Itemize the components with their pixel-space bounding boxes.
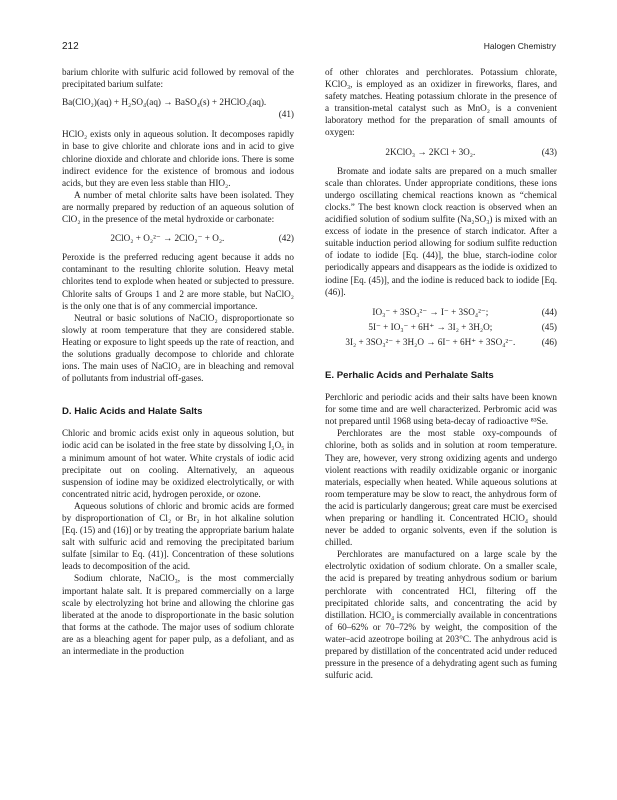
paragraph: Aqueous solutions of chloric and bromic acids are formed by disproportionation of Cl₂ or Br₂ in hot alkaline solution [Eq. (15) and (16)] or by treating the appropriate barium halate salt with sulfuric acid and removing the precipitated barium sulfate [similar to Eq. (41)]. Concentration of these solutions leads to decomposition of the acid.: [62, 500, 294, 572]
right-column: [325, 66, 557, 681]
equation-number: (45): [541, 321, 557, 332]
equation-number: (42): [278, 233, 294, 244]
paragraph: HClO₂ exists only in aqueous solution. It decomposes rapidly in base to give chlorite and chlorate ions and in acid to give chlorine dioxide and chlorate and chloride ions. There is some indirect evidence for the existence of bromous and iodous acids, but they are even less stable than HIO₂.: [62, 129, 294, 188]
paragraph: Perchloric and periodic acids and their salts have been known for some time and are well characterized. Perbromic acid was not prepared until 1968 using beta-decay of radioactive ⁸³Se.: [325, 392, 557, 427]
equation-number: (43): [541, 146, 557, 157]
paragraph: Peroxide is the preferred reducing agent because it adds no contaminant to the resulting chlorite solution. Heavy metal chlorites tend to explode when heated or subjected to pressure. Chlorite salts of Groups 1 and 2 are more stable, but NaClO₂ is the only one that is of any commercial importance.: [62, 252, 294, 311]
paragraph: barium chlorite with sulfuric acid followed by removal of the precipitated barium sulfate:: [62, 67, 294, 90]
paragraph: Perchlorates are manufactured on a large scale by the electrolytic oxidation of sodium chlorate. On a smaller scale, the acid is prepared by treating anhydrous sodium or barium perchlorate with concentrated HCl, filtering off the precipitated chloride salts, and concentrating the acid by distillation. HClO₄ is commercially available in concentrations of 60–62% or 70–72% by weight, the composition of the water–acid azeotrope boiling at 203°C. The anhydrous acid is prepared by distillation of the concentrated acid under reduced pressure in the presence of a dehydrating agent such as fuming sulfuric acid.: [325, 549, 557, 681]
equation-number: (41): [278, 109, 294, 120]
paragraph: Neutral or basic solutions of NaClO₂ disproportionate so slowly at room temperature that they are considered stable. Heating or exposure to light speeds up the rate of reaction, and the solutions gradually decompose to chloride and chlorate ions. The main uses of NaClO₂ are in bleaching and removal of pollutants from industrial off-gases.: [62, 312, 294, 384]
equation-45: [325, 321, 557, 333]
equation-body: IO₃⁻ + 3SO₃²⁻ → I⁻ + 3SO₄²⁻;: [372, 306, 489, 317]
paragraph: of other chlorates and perchlorates. Potassium chlorate, KClO₃, is employed as an oxidizer in fireworks, flares, and safety matches. Heating potassium chlorate in the presence of a transition-metal catalyst such as MnO₂ is a convenient laboratory method for the preparation of small amounts of oxygen:: [325, 67, 557, 138]
equation-44: [325, 306, 557, 318]
equation-body: 3I₂ + 3SO₃²⁻ + 3H₂O → 6I⁻ + 6H⁺ + 3SO₄²⁻.: [345, 336, 516, 347]
section-heading-d: D. Halic Acids and Halate Salts: [62, 406, 203, 418]
equation-42: [62, 232, 294, 244]
equation-group: [325, 306, 557, 348]
section-heading-e: E. Perhalic Acids and Perhalate Salts: [325, 369, 494, 381]
page-header: [62, 41, 556, 55]
equation-number: (44): [541, 306, 557, 317]
equation-number: (46): [541, 336, 557, 347]
equation-body: 5I⁻ + IO₃⁻ + 6H⁺ → 3I₂ + 3H₂O;: [368, 321, 493, 332]
paragraph: Chloric and bromic acids exist only in aqueous solution, but iodic acid can be isolated in the free state by dissolving I₂O₅ in a minimum amount of hot water. White crystals of iodic acid precipitate out on cooling. Alternatively, an aqueous suspension of iodine may be oxidized electrolytically, or with concentrated nitric acid, hydrogen peroxide, or ozone.: [62, 428, 294, 499]
left-column: [62, 66, 294, 657]
paragraph: Bromate and iodate salts are prepared on a much smaller scale than chlorates. Under appropriate conditions, these ions undergo oscillating chemical reactions known as “chemical clocks.” The best known clock reaction is observed when an acidified solution of sodium sulfite (Na₂SO₃) is mixed with an excess of iodate in the presence of starch indicator. After a suitable induction period allowing for sodium sulfite reduction of iodate to iodide [Eq. (44)], the blue, starch-iodine color periodically appears and disappears as the iodide is oxidized to iodine [Eq. (45)], and the iodine is reduced back to iodide [Eq. (46)].: [325, 165, 557, 297]
page-number: 212: [62, 41, 79, 52]
equation-46: [325, 336, 557, 348]
equation-body: 2KClO₃ → 2KCl + 3O₂.: [385, 146, 476, 157]
equation-body: Ba(ClO₂)(aq) + H₂SO₄(aq) → BaSO₄(s) + 2HClO₂(aq).: [62, 97, 267, 108]
paragraph: A number of metal chlorite salts have been isolated. They are normally prepared by reduction of an aqueous solution of ClO₂ in the presence of the metal hydroxide or carbonate:: [62, 189, 294, 225]
equation-body: 2ClO₂ + O₂²⁻ → 2ClO₂⁻ + O₂.: [110, 233, 225, 244]
equation-43: [325, 146, 557, 158]
running-head: Halogen Chemistry: [483, 41, 556, 51]
paragraph: Perchlorates are the most stable oxy-compounds of chlorine, both as solids and in solution at room temperature. They are, however, very strong oxidizing agents and undergo violent reactions with readily oxidizable organic or inorganic materials, especially when heated. While aqueous solutions at room temperature may be slow to react, the anhydrous form of the acid is particularly dangerous; great care must be exercised when preparing or handling it. Concentrated HClO₄ should never be added to organic solvents, even if the solution is chilled.: [325, 428, 557, 548]
equation-41: [62, 96, 294, 120]
paragraph: Sodium chlorate, NaClO₃, is the most commercially important halate salt. It is prepared commercially on a large scale by electrolyzing hot brine and allowing the chlorine gas liberated at the anode to disproportionate in the basic solution that forms at the cathode. The major uses of sodium chlorate are as a bleaching agent for paper pulp, as a defoliant, and as an intermediate in the production: [62, 573, 294, 657]
